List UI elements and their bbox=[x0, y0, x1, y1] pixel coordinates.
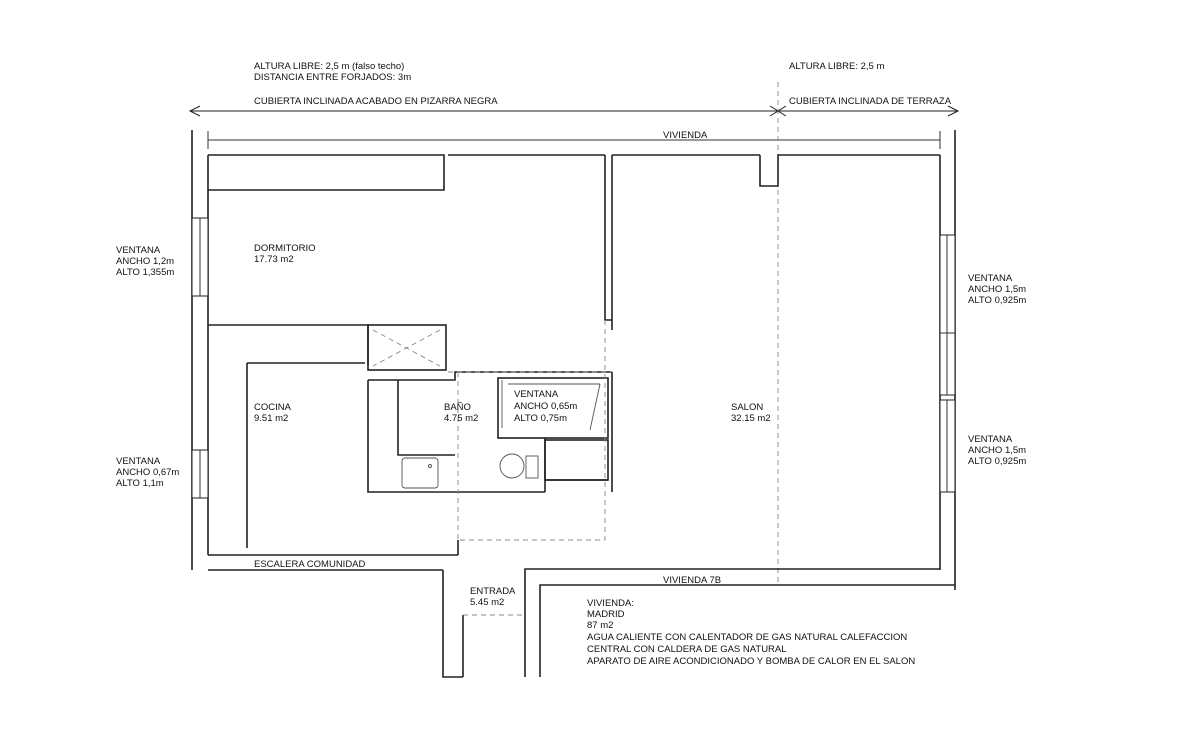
info-line: APARATO DE AIRE ACONDICIONADO Y BOMBA DE CALOR EN EL SALON bbox=[587, 656, 916, 667]
info-line: MADRID bbox=[587, 609, 625, 620]
window-label-bathroom bbox=[514, 389, 577, 424]
window-label-line: ANCHO 0,65m bbox=[514, 401, 578, 412]
room-name-dormitorio: DORMITORIO bbox=[254, 243, 316, 254]
sink-fixture bbox=[402, 458, 438, 488]
window-label-line: ANCHO 1,5m bbox=[968, 284, 1027, 295]
roof-left-label: CUBIERTA INCLINADA ACABADO EN PIZARRA NEGRA bbox=[254, 96, 498, 107]
info-line: 87 m2 bbox=[587, 620, 614, 631]
room-name-bano: BAÑO bbox=[444, 402, 471, 413]
toilet-fixture bbox=[500, 454, 538, 478]
room-area-salon: 32.15 m2 bbox=[731, 413, 771, 424]
roof-right-label: CUBIERTA INCLINADA DE TERRAZA bbox=[789, 96, 952, 107]
room-name-cocina: COCINA bbox=[254, 402, 291, 413]
header-height-right: ALTURA LIBRE: 2,5 m bbox=[789, 61, 885, 72]
window-label-line: VENTANA bbox=[968, 273, 1013, 284]
window-label-line: ALTO 0,925m bbox=[968, 295, 1027, 306]
window-label-line: ALTO 1,355m bbox=[116, 267, 175, 278]
window-label-right-top bbox=[968, 273, 1026, 306]
room-area-cocina: 9.51 m2 bbox=[254, 413, 289, 424]
info-line: AGUA CALIENTE CON CALENTADOR DE GAS NATURAL CALEFACCION bbox=[587, 632, 908, 643]
info-line: CENTRAL CON CALDERA DE GAS NATURAL bbox=[587, 644, 787, 655]
roof-dimension-line bbox=[190, 106, 958, 116]
window-label-line: VENTANA bbox=[116, 245, 161, 256]
window-left-bottom bbox=[192, 450, 208, 498]
window-label-line: ALTO 0,75m bbox=[514, 413, 567, 424]
room-name-salon: SALON bbox=[731, 402, 764, 413]
room-name-entrada: ENTRADA bbox=[470, 586, 516, 597]
vivienda-label: VIVIENDA bbox=[663, 130, 708, 141]
stair-label: ESCALERA COMUNIDAD bbox=[254, 559, 366, 570]
header-height-left: ALTURA LIBRE: 2,5 m (falso techo) bbox=[254, 61, 405, 72]
window-label-line: VENTANA bbox=[116, 456, 161, 467]
vivienda-dimension-line bbox=[208, 131, 940, 149]
window-label-line: ALTO 0,925m bbox=[968, 456, 1027, 467]
header-slabs: DISTANCIA ENTRE FORJADOS: 3m bbox=[254, 72, 412, 83]
room-area-dormitorio: 17.73 m2 bbox=[254, 254, 294, 265]
window-label-left-bottom bbox=[116, 456, 179, 489]
room-area-entrada: 5.45 m2 bbox=[470, 597, 505, 608]
window-label-line: ANCHO 1,2m bbox=[116, 256, 175, 267]
window-label-line: ANCHO 1,5m bbox=[968, 445, 1027, 456]
info-line: VIVIENDA: bbox=[587, 598, 634, 609]
neighbor-label: VIVIENDA 7B bbox=[663, 575, 722, 586]
window-label-left-top bbox=[116, 245, 174, 278]
window-label-line: VENTANA bbox=[968, 434, 1013, 445]
window-label-line: VENTANA bbox=[514, 389, 559, 400]
window-right-top bbox=[940, 235, 955, 395]
room-area-bano: 4.75 m2 bbox=[444, 413, 479, 424]
window-right-bottom bbox=[940, 400, 955, 492]
window-left-top bbox=[192, 218, 208, 296]
window-label-right-bottom bbox=[968, 434, 1026, 467]
window-label-line: ALTO 1,1m bbox=[116, 478, 164, 489]
window-label-line: ANCHO 0,67m bbox=[116, 467, 180, 478]
info-block bbox=[587, 598, 915, 667]
